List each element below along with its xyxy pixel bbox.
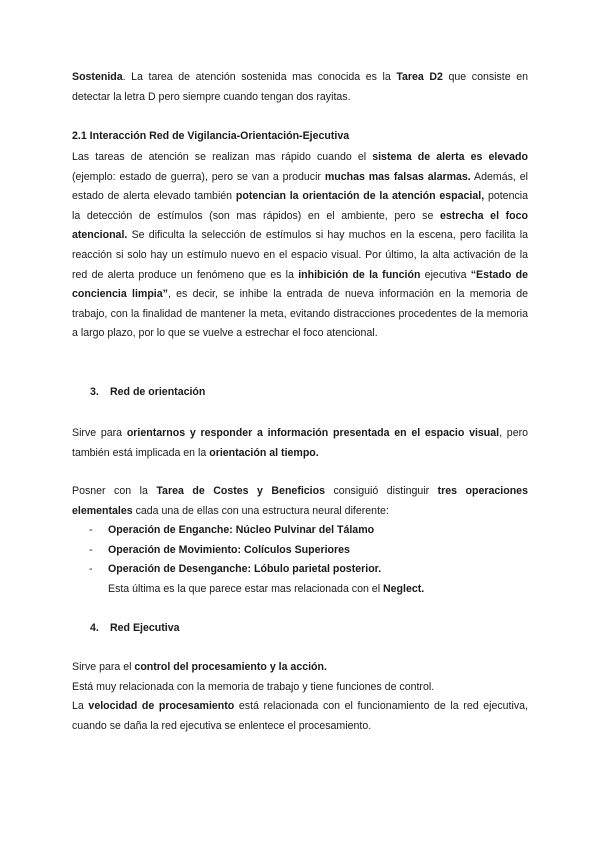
list-item: - Operación de Enganche: Núcleo Pulvinar del Tálamo xyxy=(89,524,375,536)
paragraph-red-orientacion: Sirve para orientarnos y responder a información presentada en el espacio visual, pero también está implicada en la orientación al tiempo. xyxy=(72,427,529,459)
line-velocidad: La velocidad de procesamiento está relacionada con el funcionamiento de la red ejecutiva, cuando se daña la red ejecutiva se enlentece el procesamiento. xyxy=(72,700,528,732)
list-item: - Operación de Movimiento: Colículos Superiores xyxy=(89,543,350,556)
paragraph-posner: Posner con la Tarea de Costes y Beneficios consiguió distinguir tres operaciones elementales cada una de ellas con una estructura neural diferente: xyxy=(72,485,528,517)
section-heading-2-1: 2.1 Interacción Red de Vigilancia-Orientación-Ejecutiva xyxy=(72,130,350,142)
operations-list xyxy=(72,521,528,599)
line-control: Sirve para el control del procesamiento y la acción. xyxy=(72,661,327,673)
paragraph-sostenida: Sostenida. La tarea de atención sostenida mas conocida es la Tarea D2 que consiste en detectar la letra D pero siempre cuando tengan dos rayitas. xyxy=(72,71,528,103)
section-heading-4: 4. Red Ejecutiva xyxy=(90,622,180,634)
section-heading-3: 3. Red de orientación xyxy=(90,386,206,398)
list-item: - Operación de Desenganche: Lóbulo parietal posterior. xyxy=(89,563,382,576)
paragraph-red-ejecutiva xyxy=(72,658,528,736)
line-memoria: Está muy relacionada con la memoria de trabajo y tiene funciones de control. xyxy=(72,680,435,693)
paragraph-interaccion: Las tareas de atención se realizan mas rápido cuando el sistema de alerta es elevado (ejemplo: estado de guerra), pero se van a producir muchas mas falsas alarmas. Además, el estado de alerta elevado también potencian la orientación de la atención espacial, potencia la detección de estímulos (son mas rápidos) en el ambiente, pero se estrecha el foco atencional. Se dificulta la selección de estímulos si hay muchos en la escena, pero facilita la reacción si solo hay un estímulo nuevo en el espacio visual. Por último, la alta activación de la red de alerta produce un fenómeno que es la inhibición de la función ejecutiva “Estado de conciencia limpia”, es decir, se inhibe la entrada de nueva información en la memoria de trabajo, con la finalidad de mantener la meta, evitando distracciones procedentes de la memoria a largo plazo, por lo que se vuelve a estrechar el foco atencional. xyxy=(72,151,529,340)
neglect-note: Esta última es la que parece estar mas relacionada con el Neglect. xyxy=(108,582,425,595)
